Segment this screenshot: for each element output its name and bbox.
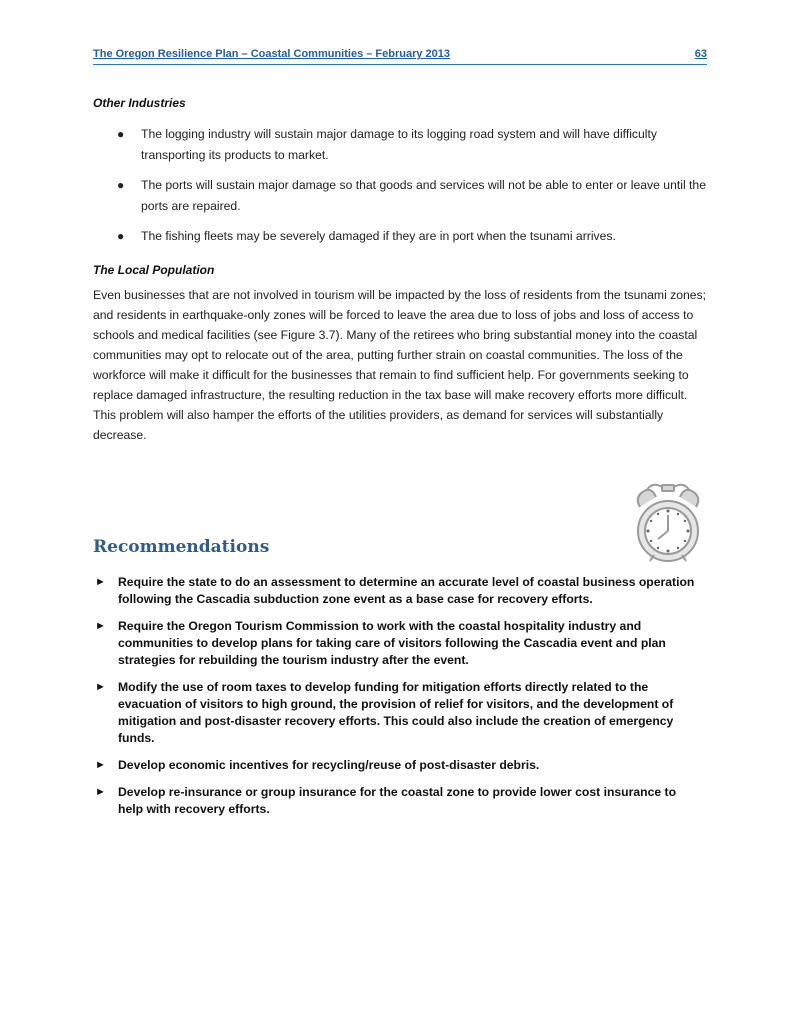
header-title: The Oregon Resilience Plan – Coastal Communities – February 2013	[93, 48, 451, 60]
bullet-icon: ●	[117, 178, 125, 192]
list-item: ► Develop economic incentives for recycling/reuse of post-disaster debris.	[95, 758, 540, 772]
local-population-heading: The Local Population	[93, 263, 215, 277]
list-item: ► Develop re-insurance or group insurance for the coastal zone to provide lower cost insurance to help with recovery efforts.	[95, 785, 677, 816]
local-population-paragraph: Even businesses that are not involved in tourism will be impacted by the loss of residents from the tsunami zones; and residents in earthquake-only zones will be forced to leave the area due to loss of jobs and loss of access to schools and medical facilities (see Figure 3.7). Many of the retirees who bring substantial money into the coastal communities may opt to relocate out of the area, putting further strain on coastal communities. The loss of the workforce will make it difficult for the businesses that remain to find sufficient help. For governments seeking to replace damaged infrastructure, the resulting reduction in the tax base will make recovery efforts more difficult. This problem will also hamper the efforts of the utilities providers, as demand for services will substantially decrease.	[93, 288, 707, 442]
list-item: ● The logging industry will sustain major damage to its logging road system and will have difficulty transporting its products to market.	[93, 124, 713, 166]
alarm-clock-icon	[632, 477, 704, 565]
recommendations-heading: Recommendations	[93, 537, 270, 557]
arrow-bullet-icon: ►	[95, 681, 106, 693]
other-industries-heading: Other Industries	[93, 96, 186, 110]
page-number: 63	[694, 48, 707, 60]
arrow-bullet-icon: ►	[95, 759, 106, 771]
list-item: ● The ports will sustain major damage so that goods and services will not be able to enter or leave until the ports are repaired.	[93, 175, 713, 217]
list-item: ► Require the state to do an assessment to determine an accurate level of coastal business operation following the Cascadia subduction zone event as a base case for recovery efforts.	[95, 575, 695, 606]
list-item: ● The fishing fleets may be severely damaged if they are in port when the tsunami arrives.	[93, 226, 713, 247]
page-header	[93, 48, 707, 65]
bullet-icon: ●	[117, 229, 125, 243]
list-item: ► Modify the use of room taxes to develop funding for mitigation efforts directly related to the evacuation of visitors to high ground, the provision of relief for visitors, and the development of mitigation and post-disaster recovery efforts. This could also include the creation of emergency funds.	[95, 680, 674, 745]
recommendations-list	[93, 574, 703, 828]
bullet-icon: ●	[117, 127, 125, 141]
arrow-bullet-icon: ►	[95, 786, 106, 798]
arrow-bullet-icon: ►	[95, 576, 106, 588]
list-item: ► Require the Oregon Tourism Commission to work with the coastal hospitality industry and communities to develop plans for taking care of visitors following the Cascadia event and plan strategies for rebuilding the tourism industry after the event.	[95, 619, 666, 667]
arrow-bullet-icon: ►	[95, 620, 106, 632]
other-industries-list	[93, 124, 713, 256]
